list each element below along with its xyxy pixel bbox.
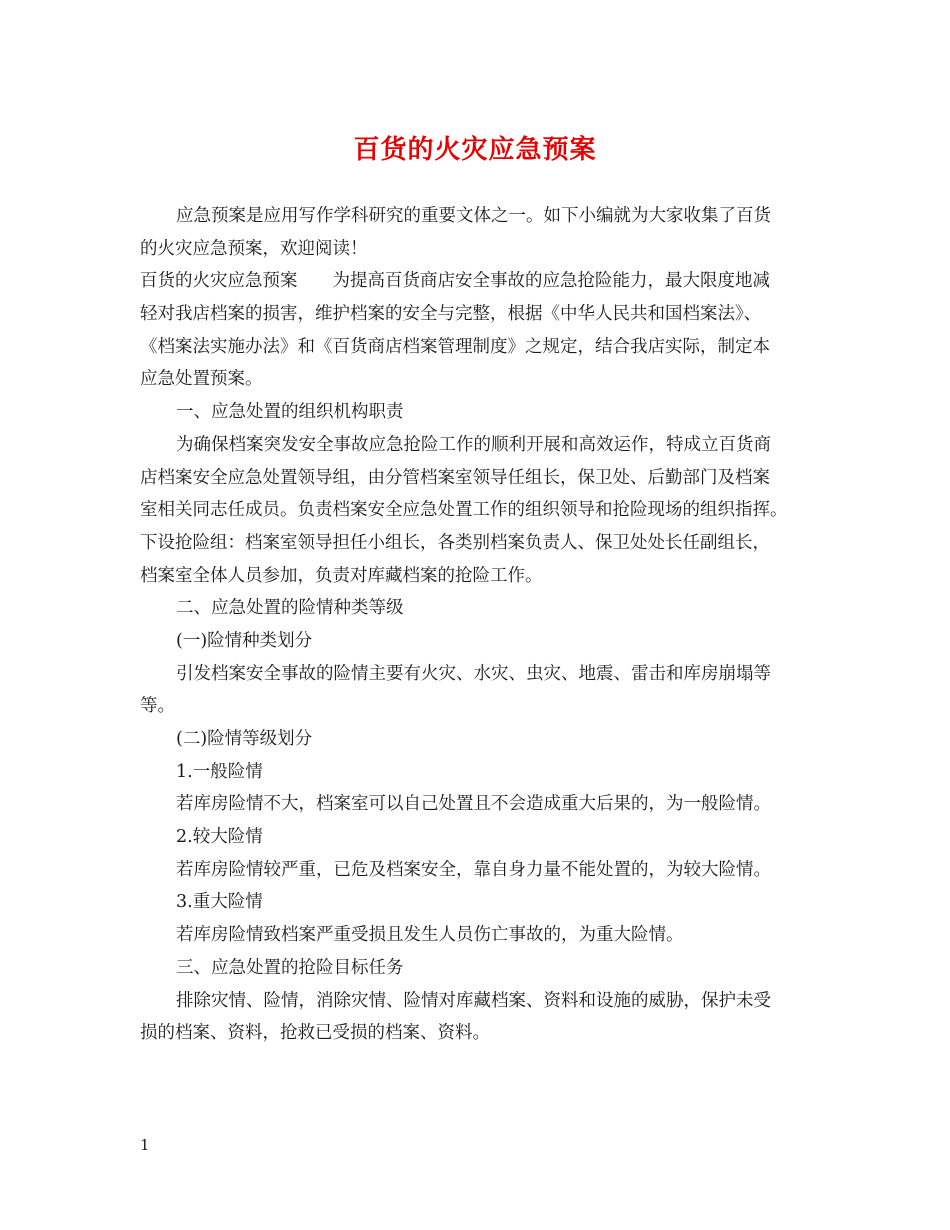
body-line: 应急处置预案。 xyxy=(140,369,263,390)
body-line: 三、应急处置的抢险目标任务 xyxy=(176,957,404,978)
body-line: 百货的火灾应急预案 为提高百货商店安全事故的应急抢险能力，最大限度地减 xyxy=(140,271,770,292)
body-line: (一)险情种类划分 xyxy=(176,630,313,651)
body-line: 《档案法实施办法》和《百货商店档案管理制度》之规定，结合我店实际，制定本 xyxy=(140,336,770,357)
body-line: 一、应急处置的组织机构职责 xyxy=(176,402,404,423)
document-body xyxy=(140,200,820,1050)
body-line: 2.较大险情 xyxy=(176,827,263,848)
body-line: 排除灾情、险情，消除灾情、险情对库藏档案、资料和设施的威胁，保护未受 xyxy=(176,990,771,1011)
body-line: 若库房险情致档案严重受损且发生人员伤亡事故的，为重大险情。 xyxy=(176,925,684,946)
body-line: 下设抢险组：档案室领导担任小组长，各类别档案负责人、保卫处处长任副组长， xyxy=(140,532,770,553)
page-number: 1 xyxy=(140,1136,150,1154)
body-line: 若库房险情不大，档案室可以自己处置且不会造成重大后果的，为一般险情。 xyxy=(176,794,771,815)
body-line: 应急预案是应用写作学科研究的重要文体之一。如下小编就为大家收集了百货 xyxy=(176,206,771,226)
body-line: 引发档案安全事故的险情主要有火灾、水灾、虫灾、地震、雷击和库房崩塌等 xyxy=(176,663,771,684)
body-line: 损的档案、资料，抢救已受损的档案、资料。 xyxy=(140,1023,490,1044)
body-line: 1.一般险情 xyxy=(176,761,263,782)
body-line: 室相关同志任成员。负责档案安全应急处置工作的组织领导和抢险现场的组织指挥。 xyxy=(140,500,788,521)
body-line: 二、应急处置的险情种类等级 xyxy=(176,598,404,619)
body-line: 店档案安全应急处置领导组，由分管档案室领导任组长，保卫处、后勤部门及档案 xyxy=(140,467,770,488)
body-line: (二)险情等级划分 xyxy=(176,729,313,749)
body-line: 3.重大险情 xyxy=(176,892,263,913)
document-title: 百货的火灾应急预案 xyxy=(353,135,597,165)
body-line: 档案室全体人员参加，负责对库藏档案的抢险工作。 xyxy=(140,565,543,586)
body-line: 若库房险情较严重，已危及档案安全，靠自身力量不能处置的，为较大险情。 xyxy=(176,859,771,880)
body-line: 等。 xyxy=(140,696,175,717)
body-line: 轻对我店档案的损害，维护档案的安全与完整，根据《中华人民共和国档案法》、 xyxy=(140,304,762,325)
body-line: 的火灾应急预案，欢迎阅读！ xyxy=(140,238,368,259)
body-line: 为确保档案突发安全事故应急抢险工作的顺利开展和高效运作，特成立百货商 xyxy=(176,434,771,455)
